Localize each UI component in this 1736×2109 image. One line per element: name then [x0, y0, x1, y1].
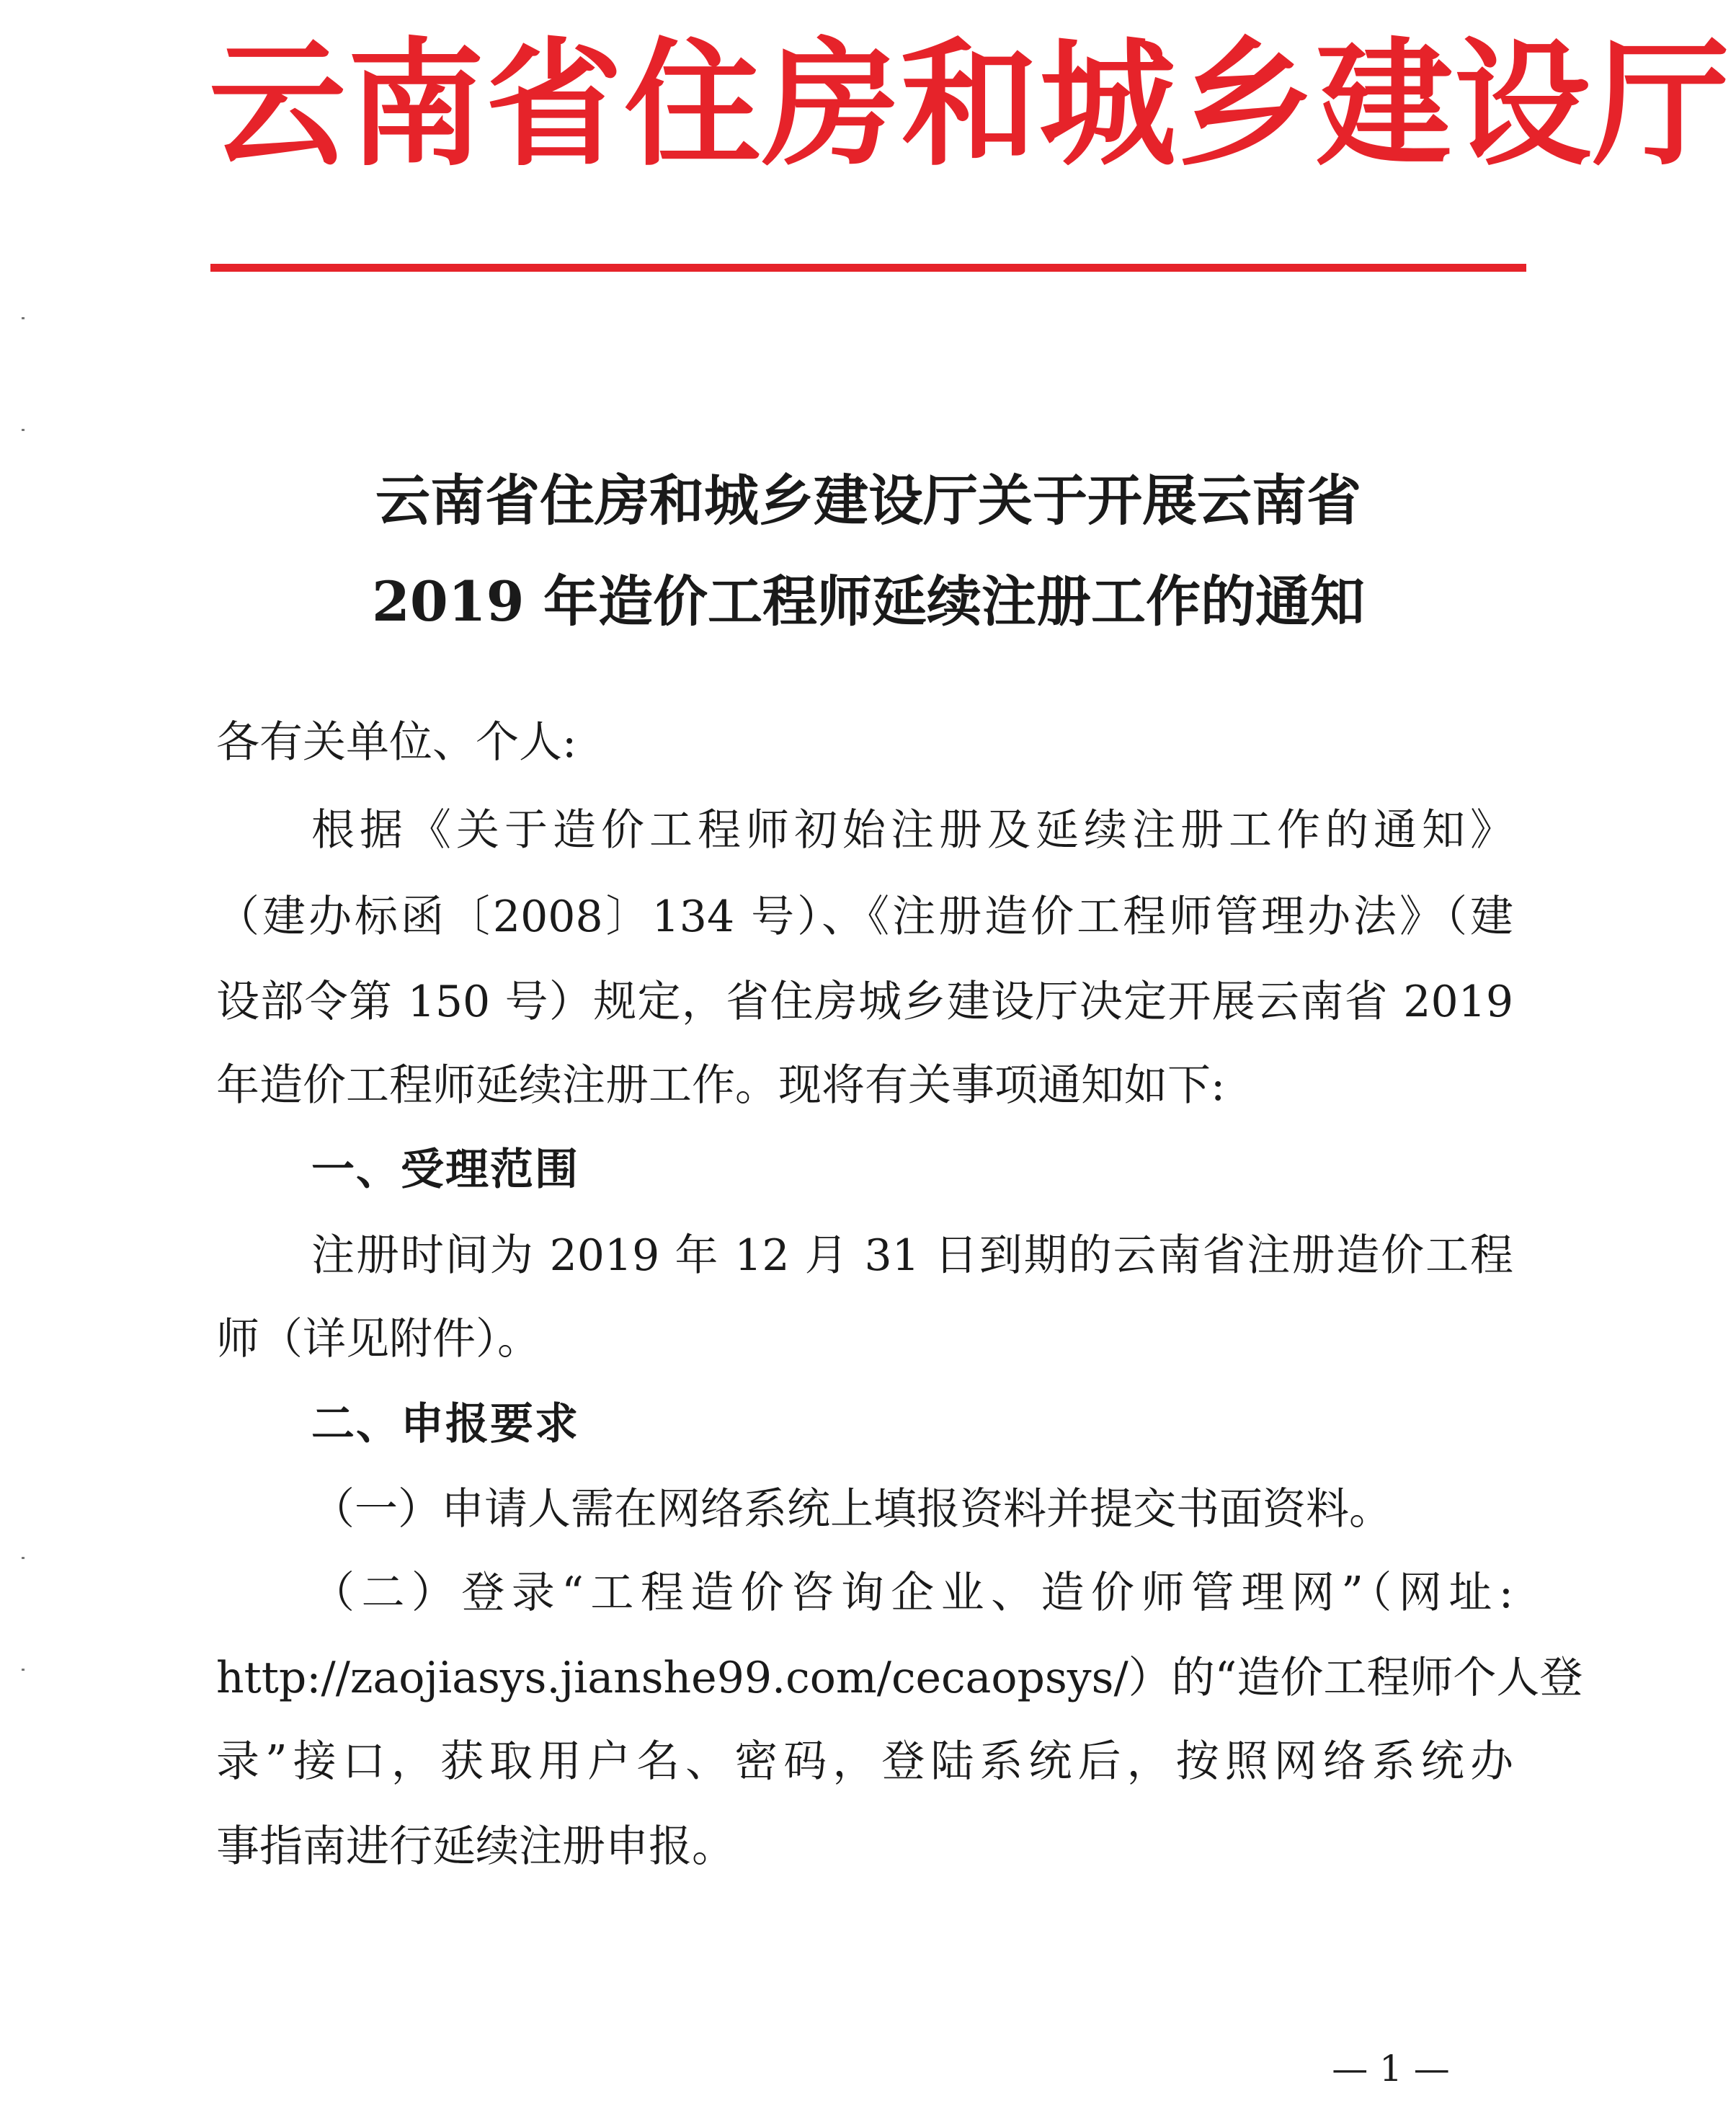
paragraph-line: （建办标函〔2008〕134 号）、《注册造价工程师管理办法》（建: [216, 892, 1513, 942]
notice-title-line-1: 云南省住房和城乡建设厅关于开展云南省: [375, 469, 1361, 533]
paragraph-line: 事指南进行延续注册申报。: [216, 1821, 735, 1872]
salutation: 各有关单位、个人:: [216, 717, 577, 768]
paragraph-line: （二）登录“工程造价咨询企业、造价师管理网”（网址:: [311, 1568, 1513, 1618]
paragraph-line: 录”接口，获取用户名、密码，登陆系统后，按照网络系统办: [216, 1736, 1513, 1787]
paragraph-line: http://zaojiasys.jianshe99.com/cecaopsys/）的“造价工程师个人登: [216, 1653, 1583, 1703]
issuer-masthead: 云南省住房和城乡建设厅: [209, 24, 1732, 185]
scan-speck: [22, 429, 25, 431]
section-heading-requirements: 二、申报要求: [311, 1399, 579, 1449]
scan-speck: [22, 1557, 25, 1559]
red-header-rule: [210, 264, 1526, 272]
paragraph-line: 设部令第 150 号）规定，省住房城乡建设厅决定开展云南省 2019: [216, 977, 1513, 1027]
paragraph-line: 根据《关于造价工程师初始注册及延续注册工作的通知》: [311, 805, 1513, 856]
section-heading-scope: 一、受理范围: [311, 1145, 579, 1195]
paragraph-line: 年造价工程师延续注册工作。现将有关事项通知如下:: [216, 1060, 1226, 1111]
scan-speck: [22, 1669, 25, 1671]
paragraph-line: 师（详见附件）。: [216, 1314, 540, 1364]
notice-title-line-2: 2019 年造价工程师延续注册工作的通知: [372, 569, 1365, 634]
requirement-item-1: （一）申请人需在网络系统上填报资料并提交书面资料。: [311, 1484, 1392, 1535]
paragraph-line: 注册时间为 2019 年 12 月 31 日到期的云南省注册造价工程: [311, 1230, 1513, 1281]
page-number: — 1 —: [1332, 2048, 1450, 2090]
scan-speck: [22, 317, 25, 319]
